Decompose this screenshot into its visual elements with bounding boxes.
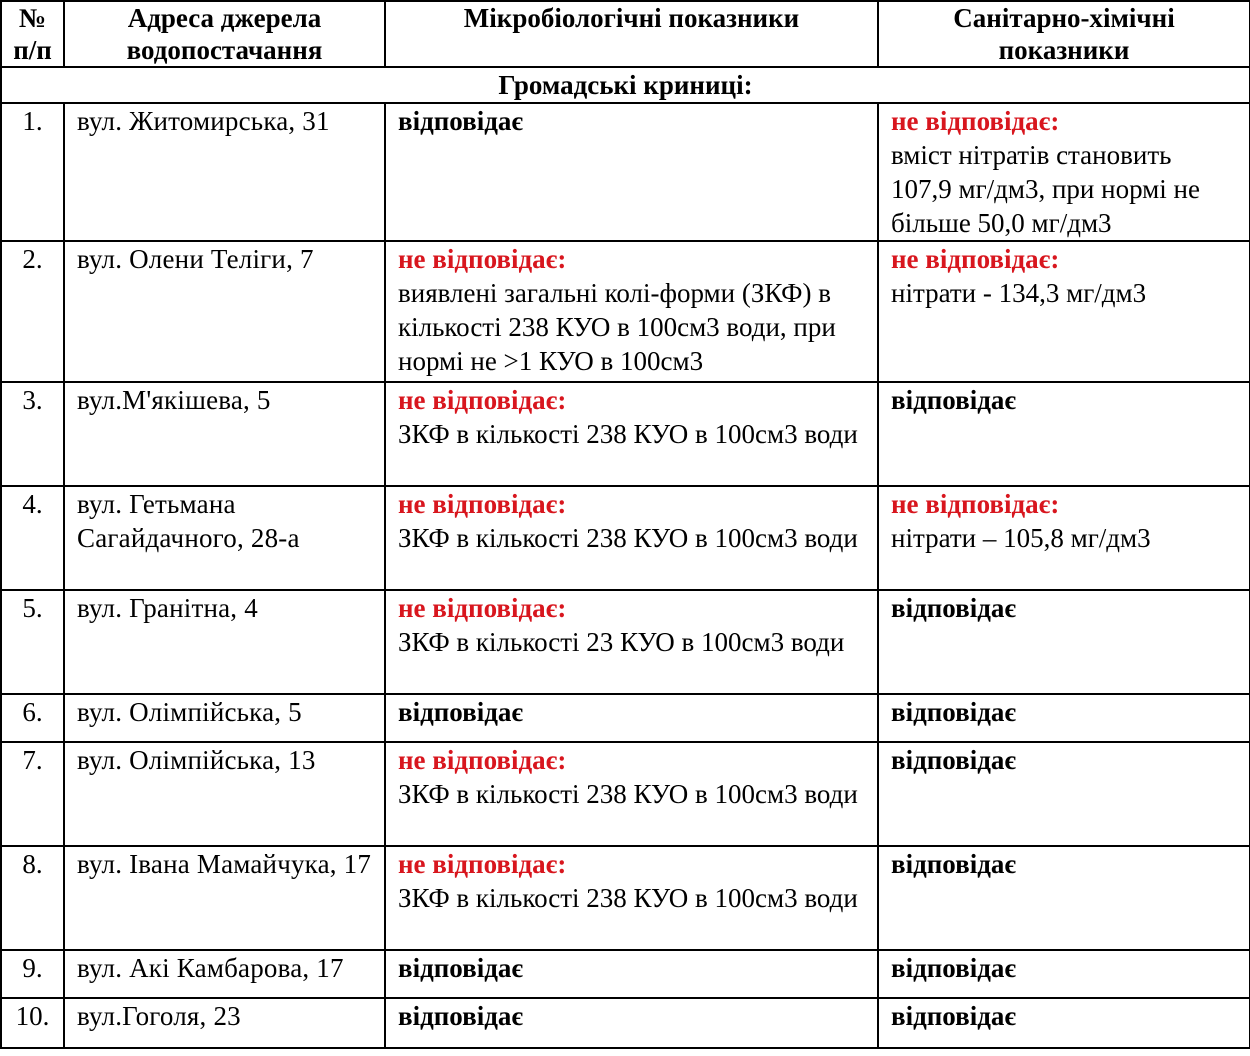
- address-cell: вул. Гетьмана Сагайдачного, 28-а: [64, 486, 385, 590]
- micro-detail: ЗКФ в кількості 238 КУО в 100см3 води: [398, 779, 858, 809]
- status-bad: не відповідає:: [398, 849, 567, 879]
- status-ok: відповідає: [891, 385, 1017, 415]
- row-number: 3.: [1, 382, 64, 486]
- table-row: [1, 950, 1250, 998]
- section-row: [1, 67, 1250, 103]
- micro-cell: [385, 742, 878, 846]
- address-cell: вул. Гранітна, 4: [64, 590, 385, 694]
- status-ok: відповідає: [891, 953, 1017, 983]
- chem-detail: нітрати – 105,8 мг/дм3: [891, 523, 1151, 553]
- table-row: [1, 998, 1250, 1048]
- section-title: Громадські криниці:: [1, 67, 1250, 103]
- micro-detail: ЗКФ в кількості 238 КУО в 100см3 води: [398, 523, 858, 553]
- micro-detail: ЗКФ в кількості 238 КУО в 100см3 води: [398, 883, 858, 913]
- address-cell: вул. Олімпійська, 13: [64, 742, 385, 846]
- address-cell: вул. Житомирська, 31: [64, 103, 385, 241]
- chem-detail: вміст нітратів становить 107,9 мг/дм3, при нормі не більше 50,0 мг/дм3: [891, 140, 1200, 238]
- micro-detail: ЗКФ в кількості 23 КУО в 100см3 води: [398, 627, 845, 657]
- table-row: [1, 241, 1250, 382]
- row-number: 9.: [1, 950, 64, 998]
- micro-cell: [385, 846, 878, 950]
- status-ok: відповідає: [891, 1001, 1017, 1031]
- status-ok: відповідає: [891, 745, 1017, 775]
- row-number: 7.: [1, 742, 64, 846]
- micro-cell: [385, 486, 878, 590]
- micro-cell: [385, 950, 878, 998]
- row-number: 6.: [1, 694, 64, 742]
- chem-cell: [878, 103, 1250, 241]
- micro-cell: [385, 694, 878, 742]
- row-number: 5.: [1, 590, 64, 694]
- status-ok: відповідає: [398, 1001, 524, 1031]
- chem-cell: [878, 742, 1250, 846]
- micro-detail: ЗКФ в кількості 238 КУО в 100см3 води: [398, 419, 858, 449]
- row-number: 10.: [1, 998, 64, 1048]
- table-row: [1, 694, 1250, 742]
- row-number: 2.: [1, 241, 64, 382]
- table-row: [1, 846, 1250, 950]
- table-row: [1, 590, 1250, 694]
- chem-cell: [878, 998, 1250, 1048]
- address-cell: вул. Акі Камбарова, 17: [64, 950, 385, 998]
- micro-detail: виявлені загальні колі-форми (ЗКФ) в кількості 238 КУО в 100см3 води, при нормі не >1 КУО в 100см3: [398, 278, 836, 376]
- micro-cell: [385, 241, 878, 382]
- header-address: Адреса джерела водопостачання: [64, 1, 385, 67]
- status-ok: відповідає: [891, 697, 1017, 727]
- status-ok: відповідає: [398, 953, 524, 983]
- status-bad: не відповідає:: [891, 244, 1060, 274]
- status-bad: не відповідає:: [398, 244, 567, 274]
- micro-cell: [385, 998, 878, 1048]
- status-ok: відповідає: [891, 849, 1017, 879]
- status-bad: не відповідає:: [398, 745, 567, 775]
- row-number: 1.: [1, 103, 64, 241]
- micro-cell: [385, 590, 878, 694]
- micro-cell: [385, 382, 878, 486]
- chem-cell: [878, 694, 1250, 742]
- address-cell: вул. Івана Мамайчука, 17: [64, 846, 385, 950]
- status-bad: не відповідає:: [891, 106, 1060, 136]
- address-cell: вул.Гоголя, 23: [64, 998, 385, 1048]
- status-ok: відповідає: [398, 697, 524, 727]
- chem-cell: [878, 950, 1250, 998]
- chem-cell: [878, 846, 1250, 950]
- row-number: 4.: [1, 486, 64, 590]
- chem-cell: [878, 590, 1250, 694]
- micro-cell: [385, 103, 878, 241]
- header-chem: Санітарно-хімічні показники: [878, 1, 1250, 67]
- chem-cell: [878, 486, 1250, 590]
- status-bad: не відповідає:: [398, 593, 567, 623]
- chem-cell: [878, 241, 1250, 382]
- chem-cell: [878, 382, 1250, 486]
- header-micro: Мікробіологічні показники: [385, 1, 878, 67]
- header-row: [1, 1, 1250, 67]
- table-row: [1, 103, 1250, 241]
- status-ok: відповідає: [398, 106, 524, 136]
- row-number: 8.: [1, 846, 64, 950]
- table-row: [1, 742, 1250, 846]
- status-ok: відповідає: [891, 593, 1017, 623]
- header-num: № п/п: [1, 1, 64, 67]
- address-cell: вул. Олімпійська, 5: [64, 694, 385, 742]
- status-bad: не відповідає:: [398, 489, 567, 519]
- table-row: [1, 486, 1250, 590]
- address-cell: вул.М'якішева, 5: [64, 382, 385, 486]
- status-bad: не відповідає:: [398, 385, 567, 415]
- status-bad: не відповідає:: [891, 489, 1060, 519]
- address-cell: вул. Олени Теліги, 7: [64, 241, 385, 382]
- table-row: [1, 382, 1250, 486]
- chem-detail: нітрати - 134,3 мг/дм3: [891, 278, 1147, 308]
